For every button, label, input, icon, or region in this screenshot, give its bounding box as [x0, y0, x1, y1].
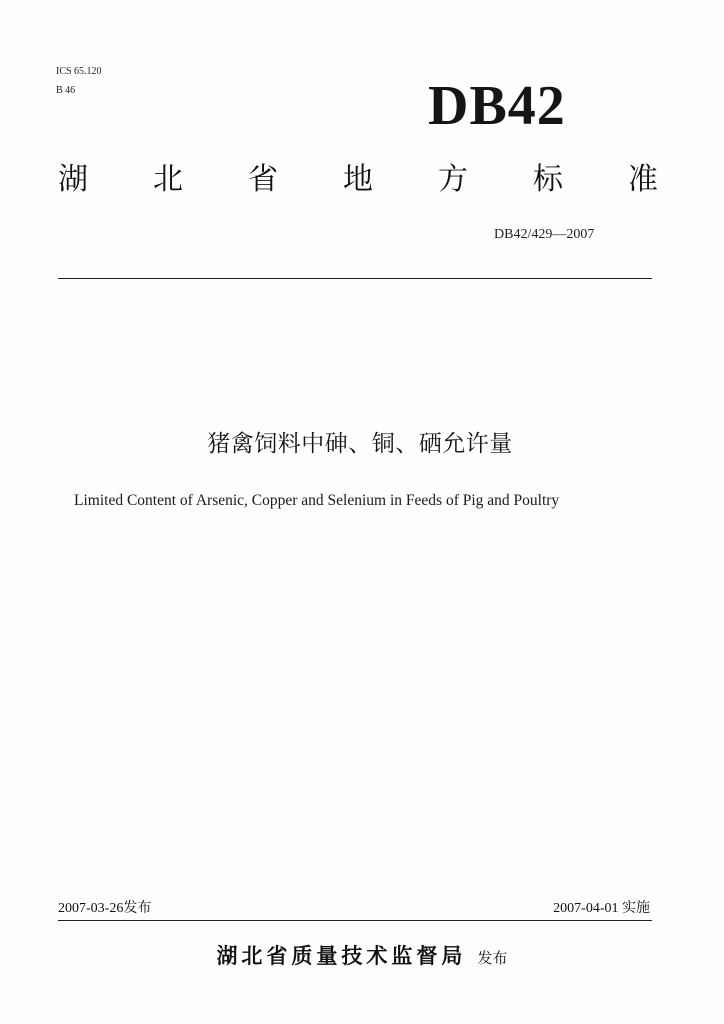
ccs-code: B 46: [56, 85, 76, 96]
standard-type-char: 省: [248, 162, 278, 197]
document-title-chinese: 猪禽饲料中砷、铜、硒允许量: [207, 431, 513, 457]
standard-number: DB42/429—2007: [494, 227, 595, 242]
standard-type-char: 湖: [58, 162, 88, 197]
implement-date-line: [553, 898, 650, 919]
publisher-line: [0, 940, 724, 970]
ics-code: ICS 65.120: [56, 66, 102, 77]
standard-code-logo: DB42: [428, 75, 566, 137]
publisher-org: 湖北省质量技术监督局: [216, 944, 467, 968]
footer-divider: [58, 920, 652, 921]
standard-type-title: [58, 160, 658, 200]
standard-type-char: 北: [153, 162, 183, 197]
standard-type-char: 地: [343, 162, 373, 197]
header-divider: [58, 278, 652, 279]
classification-codes: [56, 62, 102, 100]
issue-date: 2007-03-26: [58, 901, 124, 916]
standard-type-char: 方: [438, 162, 468, 197]
standard-type-char: 标: [533, 162, 563, 197]
publisher-action: 发布: [477, 949, 508, 967]
issue-label: 发布: [123, 900, 152, 916]
implement-label: 实施: [622, 900, 650, 916]
document-title-english: Limited Content of Arsenic, Copper and Selenium in Feeds of Pig and Poultry: [74, 492, 560, 509]
issue-date-line: [58, 898, 151, 919]
implement-date: 2007-04-01: [553, 901, 619, 916]
standard-type-char: 准: [628, 162, 658, 197]
